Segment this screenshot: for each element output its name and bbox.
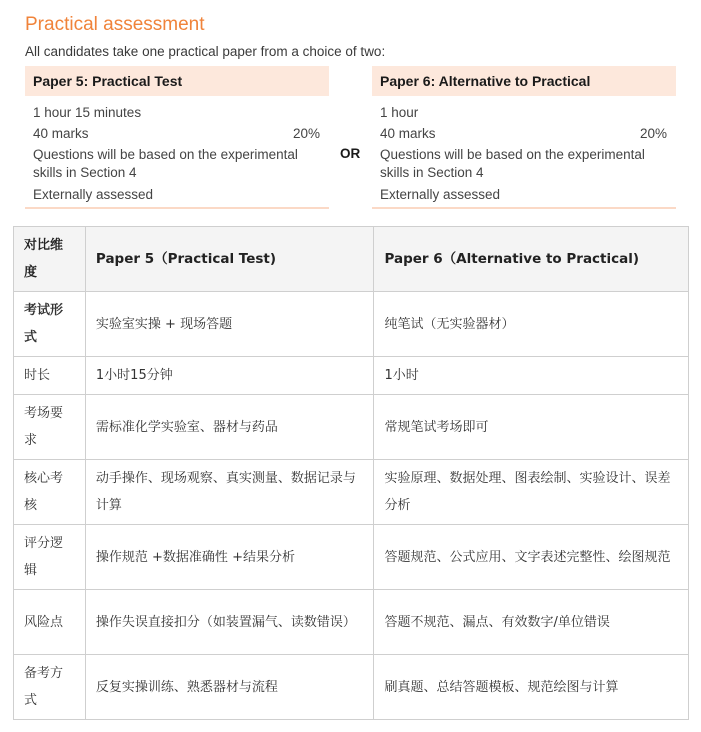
table-row <box>14 460 689 525</box>
comparison-table <box>13 226 689 720</box>
table-row <box>14 525 689 590</box>
paper-5-title: Paper 5: Practical Test <box>25 66 329 96</box>
table-row <box>14 292 689 357</box>
header-paper-6: Paper 6（Alternative to Practical) <box>374 227 689 292</box>
table-row <box>14 590 689 655</box>
row-paper-5-cell: 反复实操训练、熟悉器材与流程 <box>85 655 374 720</box>
row-paper-5-cell: 操作规范 +数据准确性 +结果分析 <box>85 525 374 590</box>
paper-5-duration: 1 hour 15 minutes <box>33 105 142 120</box>
paper-6-divider <box>372 207 676 209</box>
row-label: 考场要求 <box>14 395 86 460</box>
row-paper-6-cell: 刷真题、总结答题模板、规范绘图与计算 <box>374 655 689 720</box>
row-paper-5-cell: 动手操作、现场观察、真实测量、数据记录与计算 <box>85 460 374 525</box>
row-label: 风险点 <box>14 590 86 655</box>
paper-6-assessment: Externally assessed <box>380 187 501 202</box>
paper-5-assessment: Externally assessed <box>33 187 154 202</box>
row-label: 评分逻辑 <box>14 525 86 590</box>
row-paper-5-cell: 操作失误直接扣分（如装置漏气、读数错误） <box>85 590 374 655</box>
or-label: OR <box>340 146 361 161</box>
row-paper-6-cell: 1小时 <box>374 357 689 395</box>
row-paper-6-cell: 实验原理、数据处理、图表绘制、实验设计、误差分析 <box>374 460 689 525</box>
row-paper-6-cell: 答题规范、公式应用、文字表述完整性、绘图规范 <box>374 525 689 590</box>
row-paper-5-cell: 实验室实操 + 现场答题 <box>85 292 374 357</box>
row-paper-6-cell: 纯笔试（无实验器材） <box>374 292 689 357</box>
table-row <box>14 357 689 395</box>
paper-5-divider <box>25 207 329 209</box>
table-row <box>14 655 689 720</box>
row-paper-5-cell: 1小时15分钟 <box>85 357 374 395</box>
paper-5-weight: 20% <box>292 126 320 141</box>
row-label: 时长 <box>14 357 86 395</box>
paper-5-description: Questions will be based on the experimental skills in Section 4 <box>33 147 298 180</box>
paper-6-card <box>372 66 676 205</box>
row-paper-6-cell: 答题不规范、漏点、有效数字/单位错误 <box>374 590 689 655</box>
paper-6-title: Paper 6: Alternative to Practical <box>372 66 676 96</box>
section-title: Practical assessment <box>25 14 205 35</box>
table-row <box>14 395 689 460</box>
row-label: 核心考核 <box>14 460 86 525</box>
row-paper-6-cell: 常规笔试考场即可 <box>374 395 689 460</box>
paper-6-weight: 20% <box>639 126 667 141</box>
row-paper-5-cell: 需标准化学实验室、器材与药品 <box>85 395 374 460</box>
section-subtitle: All candidates take one practical paper from a choice of two: <box>25 44 386 59</box>
paper-6-description: Questions will be based on the experimental skills in Section 4 <box>380 147 645 180</box>
paper-5-marks: 40 marks <box>33 126 89 141</box>
row-label: 考试形式 <box>14 292 86 357</box>
paper-5-card <box>25 66 329 205</box>
paper-6-duration: 1 hour <box>380 105 419 120</box>
header-dimension: 对比维度 <box>14 227 86 292</box>
paper-6-marks: 40 marks <box>380 126 436 141</box>
header-paper-5: Paper 5（Practical Test) <box>85 227 374 292</box>
row-label: 备考方式 <box>14 655 86 720</box>
table-header-row <box>14 227 689 292</box>
